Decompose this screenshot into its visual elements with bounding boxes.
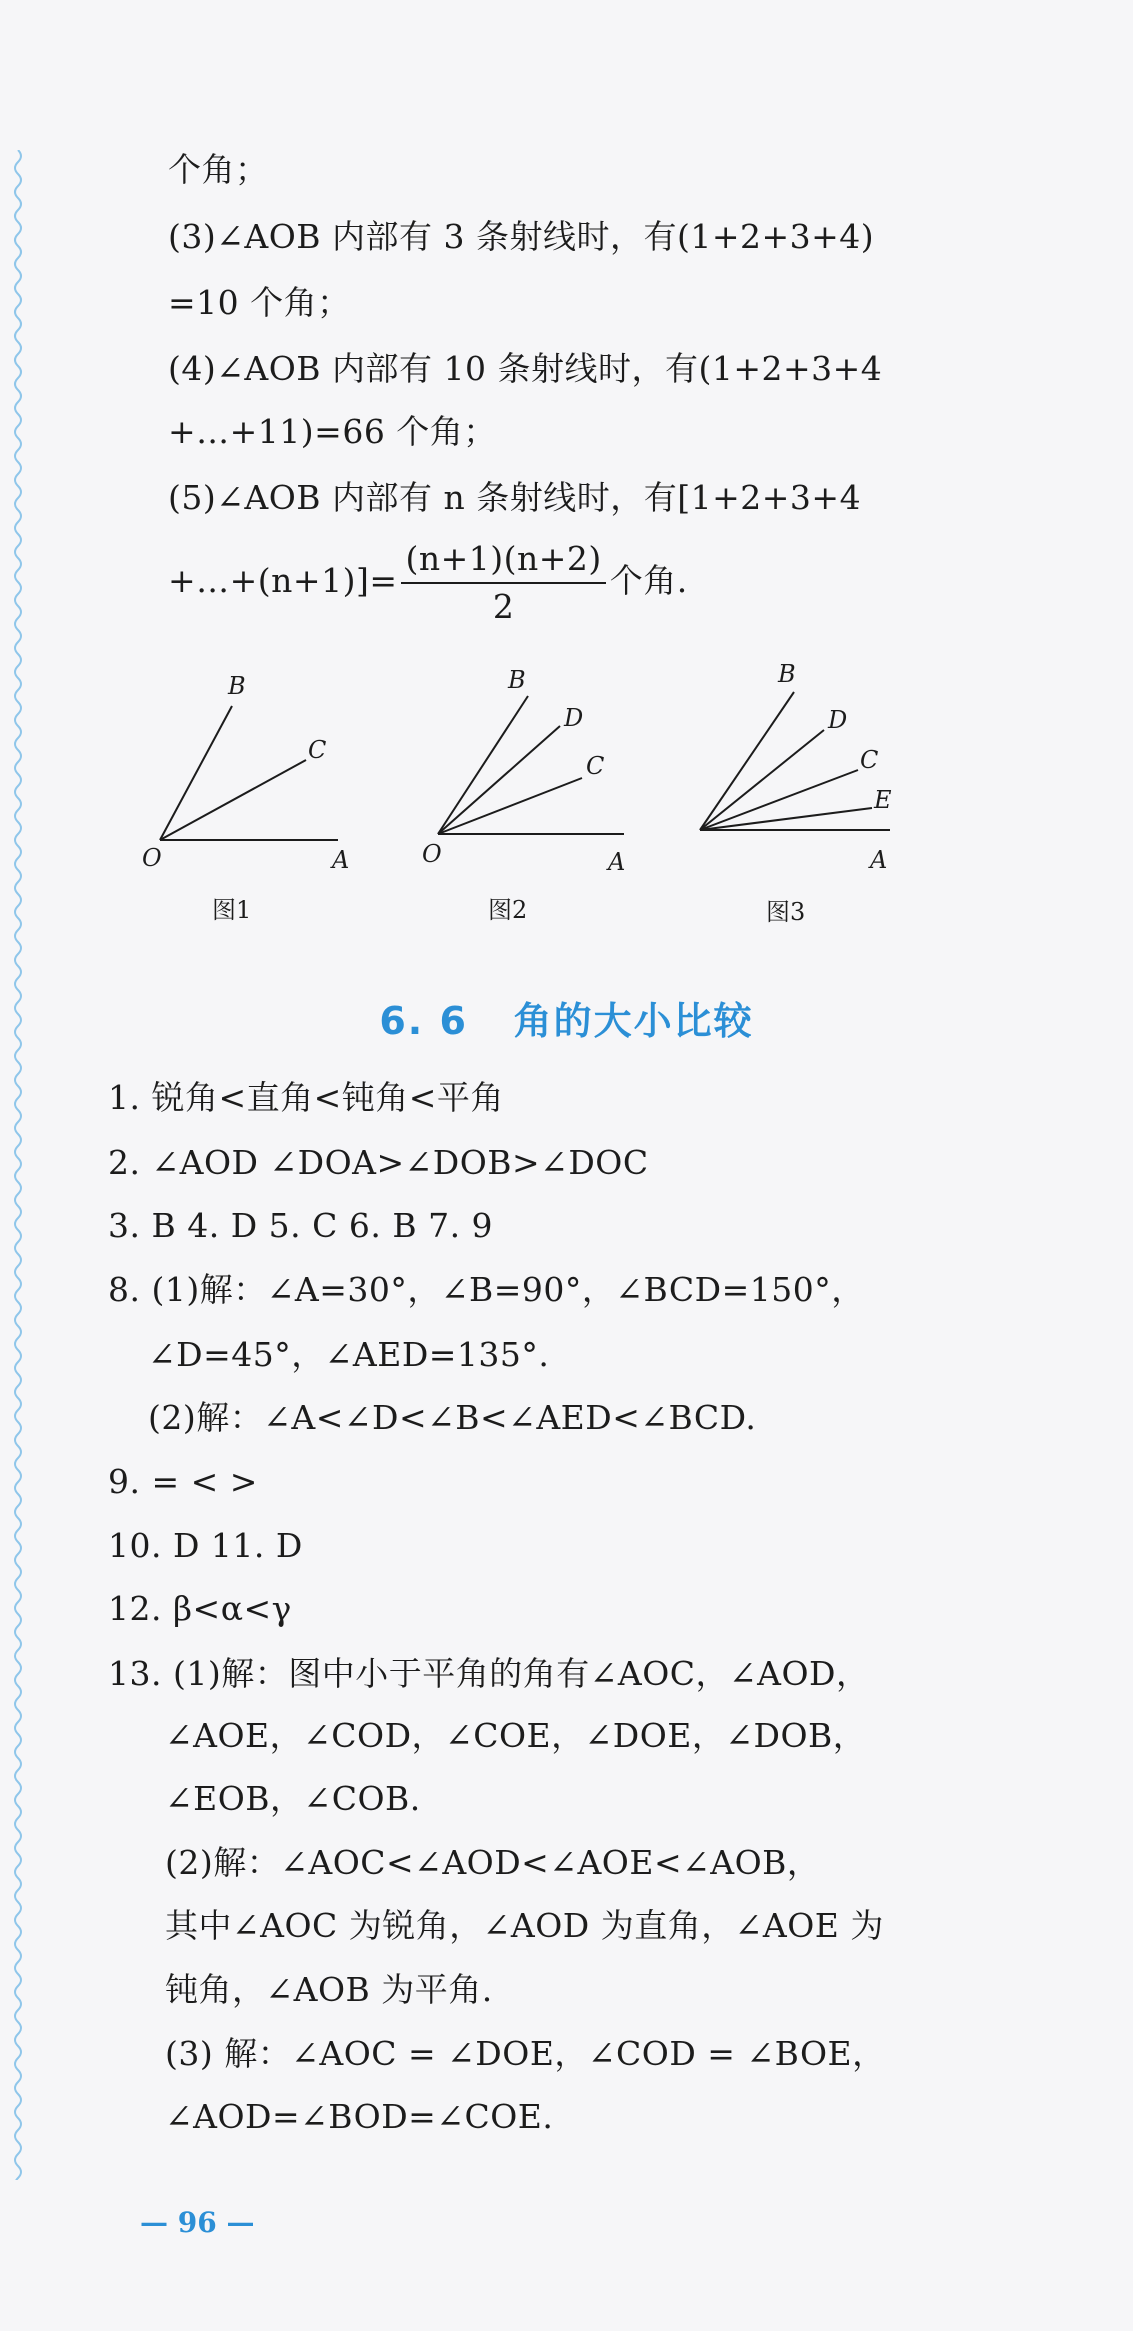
formula-line: [168, 540, 688, 626]
figure-caption: 图3: [766, 898, 806, 926]
answer-2: 2. ∠AOD ∠DOA>∠DOB>∠DOC: [108, 1143, 649, 1182]
label-O: O: [422, 840, 442, 868]
label-E: E: [874, 786, 892, 814]
answer-10-11: 10. D 11. D: [108, 1526, 303, 1565]
label-A: A: [332, 846, 350, 874]
text-line: (5)∠AOB 内部有 n 条射线时，有[1+2+3+4: [168, 478, 862, 517]
answer-13-part3: (3) 解：∠AOC = ∠DOE，∠COD = ∠BOE，: [165, 2034, 886, 2073]
formula-prefix: +…+(n+1)]=: [168, 561, 398, 600]
margin-wavy-line: [10, 150, 26, 2180]
label-B: B: [508, 666, 526, 694]
fraction-denominator: 2: [492, 587, 515, 626]
figure-2: [422, 666, 625, 924]
label-O: O: [142, 844, 162, 872]
formula-suffix: 个角.: [609, 561, 688, 600]
answer-13-part3-cont: ∠AOD=∠BOD=∠COE.: [165, 2097, 554, 2136]
section-number: 6. 6: [379, 999, 468, 1043]
answer-13-part1-cont: ∠EOB，∠COB.: [165, 1779, 421, 1818]
text-line: =10 个角；: [168, 283, 351, 322]
label-C: C: [308, 736, 327, 764]
label-A: A: [870, 846, 888, 874]
answer-8-part2: (2)解：∠A<∠D<∠B<∠AED<∠BCD.: [148, 1398, 757, 1437]
angle-figures: [120, 640, 950, 940]
figure-caption: 图2: [488, 896, 528, 924]
page-number: — 96 —: [140, 2206, 255, 2239]
answer-9: 9. = < >: [108, 1462, 258, 1501]
answer-13-part1: 13. (1)解：图中小于平角的角有∠AOC，∠AOD，: [108, 1654, 870, 1693]
answer-8-part1: 8. (1)解：∠A=30°，∠B=90°，∠BCD=150°，: [108, 1270, 865, 1309]
fraction-numerator: (n+1)(n+2): [401, 540, 605, 584]
answer-13-part1-cont: ∠AOE，∠COD，∠COE，∠DOE，∠DOB，: [165, 1716, 867, 1755]
text-line: (4)∠AOB 内部有 10 条射线时，有(1+2+3+4: [168, 349, 883, 388]
text-line: (3)∠AOB 内部有 3 条射线时，有(1+2+3+4): [168, 217, 875, 256]
label-C: C: [860, 746, 879, 774]
answer-13-part2-cont: 其中∠AOC 为锐角，∠AOD 为直角，∠AOE 为: [165, 1906, 884, 1945]
figure-1: [142, 672, 349, 924]
answer-3-7: 3. B 4. D 5. C 6. B 7. 9: [108, 1206, 494, 1245]
label-A: A: [608, 848, 626, 876]
answer-13-part2: (2)解：∠AOC<∠AOD<∠AOE<∠AOB，: [165, 1843, 821, 1882]
label-C: C: [586, 752, 605, 780]
section-title: 角的大小比较: [513, 999, 754, 1043]
fraction: [401, 540, 605, 626]
answer-13-part2-cont: 钝角，∠AOB 为平角.: [165, 1970, 493, 2009]
text-line: 个角；: [168, 150, 269, 189]
figure-3: [700, 660, 892, 926]
answer-12: 12. β<α<γ: [108, 1589, 292, 1628]
answer-8-part1-cont: ∠D=45°，∠AED=135°.: [148, 1335, 550, 1374]
label-B: B: [778, 660, 796, 688]
text-line: +…+11)=66 个角；: [168, 412, 497, 451]
label-D: D: [564, 704, 584, 732]
label-D: D: [828, 706, 848, 734]
label-B: B: [228, 672, 246, 700]
answer-1: 1. 锐角<直角<钝角<平角: [108, 1078, 504, 1117]
figure-caption: 图1: [212, 896, 252, 924]
section-heading: [0, 990, 1133, 1045]
